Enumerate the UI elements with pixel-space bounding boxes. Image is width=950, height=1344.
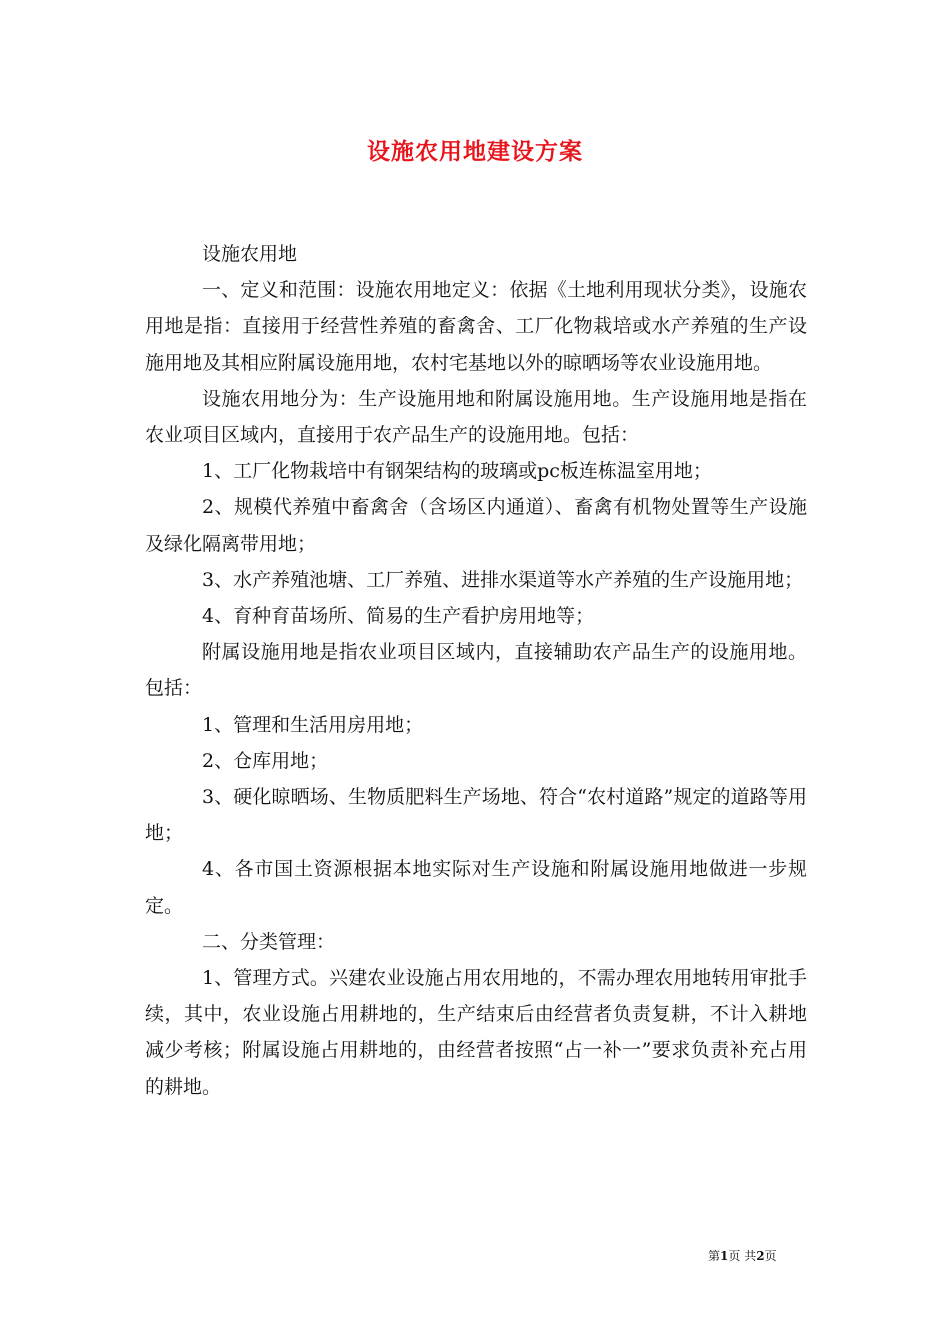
paragraph-auxiliary-item-3: 3、硬化晾晒场、生物质肥料生产场地、符合“农村道路”规定的道路等用地； — [145, 786, 807, 845]
paragraph-auxiliary-item-4: 4、各市国土资源根据本地实际对生产设施和附属设施用地做进一步规定。 — [145, 858, 807, 917]
paragraph-production-item-3: 3、水产养殖池塘、工厂养殖、进排水渠道等水产养殖的生产设施用地； — [202, 568, 804, 591]
footer-total-pages: 2 — [756, 1249, 765, 1263]
paragraph-auxiliary-item-2: 2、仓库用地； — [202, 749, 329, 772]
paragraph-definition: 一、定义和范围：设施农用地定义：依据《土地利用现状分类》，设施农用地是指：直接用于经营性养殖的畜禽舍、工厂化物栽培或水产养殖的生产设施用地及其相应附属设施用地，农村宅基地以外的晾晒场等农业设施用地。 — [145, 279, 807, 374]
footer-suffix: 页 — [764, 1249, 777, 1263]
footer-middle: 页 共 — [728, 1249, 757, 1263]
footer-prefix: 第 — [708, 1249, 721, 1263]
paragraph-auxiliary-definition: 附属设施用地是指农业项目区域内，直接辅助农产品生产的设施用地。包括： — [145, 641, 807, 700]
paragraph-section-two-heading: 二、分类管理： — [202, 930, 336, 953]
page-number-footer — [708, 1247, 818, 1264]
paragraph-auxiliary-item-1: 1、管理和生活用房用地； — [202, 713, 424, 736]
footer-current-page: 1 — [720, 1249, 729, 1263]
document-title: 设施农用地建设方案 — [367, 138, 583, 165]
paragraph-classification: 设施农用地分为：生产设施用地和附属设施用地。生产设施用地是指在农业项目区域内，直接用于农产品生产的设施用地。包括： — [145, 387, 807, 447]
document-body — [145, 236, 807, 1105]
paragraph-section-label: 设施农用地 — [202, 243, 298, 265]
paragraph-production-item-1: 1、工厂化物栽培中有钢架结构的玻璃或pc板连栋温室用地； — [202, 460, 712, 483]
paragraph-production-item-4: 4、育种育苗场所、简易的生产看护房用地等； — [202, 605, 595, 628]
paragraph-management-method: 1、管理方式。兴建农业设施占用农用地的，不需办理农用地转用审批手续，其中，农业设施占用耕地的，生产结束后由经营者负责复耕，不计入耕地减少考核；附属设施占用耕地的，由经营者按照“占一补一”要求负责补充占用的耕地。 — [145, 967, 807, 1098]
paragraph-production-item-2: 2、规模代养殖中畜禽舍（含场区内通道）、畜禽有机物处置等生产设施及绿化隔离带用地； — [145, 496, 807, 555]
